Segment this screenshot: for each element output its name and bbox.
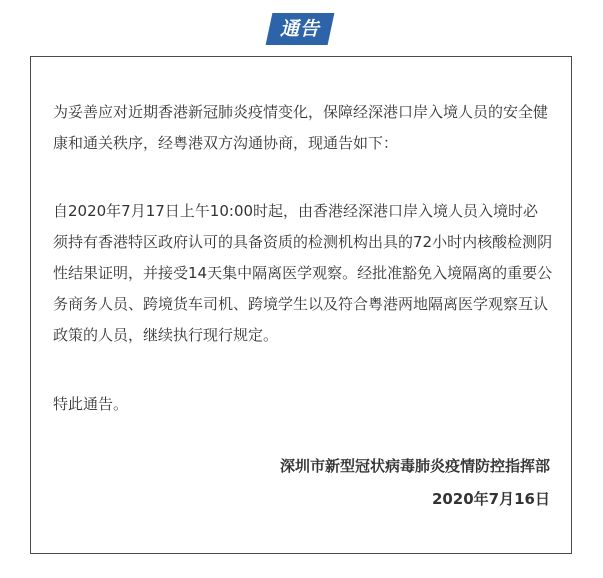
main-paragraph: 自2020年7月17日上午10:00时起，由香港经深港口岸入境人员入境时必须持有香港特区政府认可的具备资质的检测机构出具的72小时内核酸检测阴性结果证明，并接受14天集中隔离医学观察。经批准豁免入境隔离的重要公务商务人员、跨境货车司机、跨境学生以及符合粤港两地隔离医学观察互认政策的人员，继续执行现行规定。 bbox=[53, 202, 553, 344]
notice-title: 通告 bbox=[279, 18, 320, 40]
issuing-organization: 深圳市新型冠状病毒肺炎疫情防控指挥部 bbox=[279, 457, 550, 475]
intro-paragraph: 为妥善应对近期香港新冠肺炎疫情变化，保障经深港口岸入境人员的安全健康和通关秩序，经粤港双方沟通协商，现通告如下： bbox=[53, 103, 549, 152]
issue-date: 2020年7月16日 bbox=[431, 490, 550, 508]
closing-paragraph: 特此通告。 bbox=[53, 395, 129, 413]
